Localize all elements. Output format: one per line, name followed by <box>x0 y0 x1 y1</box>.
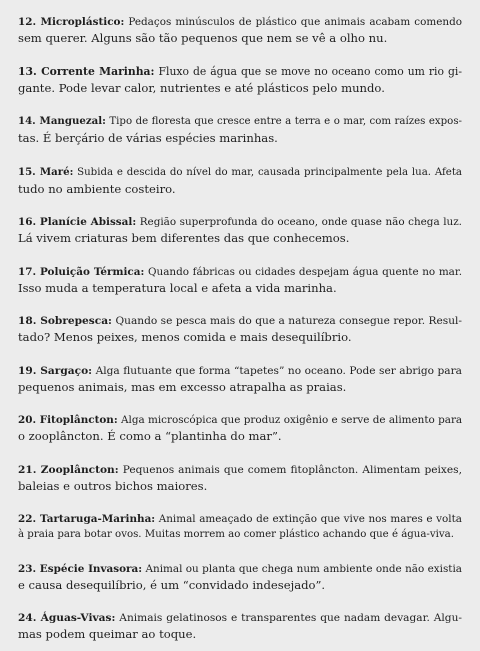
entry-definition-part-1: Fluxo de água que se move no oceano como um rio gi- <box>158 64 462 78</box>
entry-term: 12. Microplástico: <box>18 16 125 28</box>
entry-term: 13. Corrente Marinha: <box>18 64 155 78</box>
entry-line-2: tudo no ambiente costeiro. <box>18 181 176 196</box>
entry-term: 22. Tartaruga-Marinha: <box>18 513 156 525</box>
glossary-entry-aguas-vivas <box>18 610 462 642</box>
entry-line-1 <box>18 214 462 230</box>
entry-line-1 <box>18 511 462 527</box>
entry-term: 15. Maré: <box>18 165 74 178</box>
glossary-entry-microplastico <box>18 14 462 46</box>
entry-line-2: e causa desequilíbrio, é um “convidado indesejado”. <box>18 577 326 592</box>
entry-line-2: à praia para botar ovos. Muitas morrem ao comer plástico achando que é água-viva. <box>18 529 454 540</box>
entry-line-2: mas podem queimar ao toque. <box>18 627 197 641</box>
entry-term: 17. Poluição Térmica: <box>18 265 145 278</box>
entry-term: 20. Fitoplâncton: <box>18 414 118 426</box>
entry-definition-part-1: Alga flutuante que forma “tapetes” no oceano. Pode ser abrigo para <box>95 364 462 377</box>
glossary-entry-especie-invasora <box>18 561 462 593</box>
entry-line-2: Lá vivem criaturas bem diferentes das que conhecemos. <box>18 231 350 245</box>
entry-term: 18. Sobrepesca: <box>18 315 112 327</box>
entry-line-1 <box>18 264 462 280</box>
entry-term: 19. Sargaço: <box>18 364 93 377</box>
entry-line-2: Isso muda a temperatura local e afeta a vida marinha. <box>18 280 337 295</box>
entry-line-1 <box>18 14 462 30</box>
entry-term: 24. Águas-Vivas: <box>18 612 116 624</box>
glossary-entry-manguezal <box>18 113 462 146</box>
entry-line-2: o zooplâncton. É como a “plantinha do mar”. <box>18 429 282 443</box>
entry-definition-part-1: Animal ou planta que chega num ambiente onde não existia <box>145 562 462 575</box>
entry-line-2: pequenos animais, mas em excesso atrapalha as praias. <box>18 379 347 394</box>
glossary-entry-sobrepesca <box>18 313 462 345</box>
entry-definition-part-1: Quando fábricas ou cidades despejam água quente no mar. <box>147 265 462 278</box>
entry-line-1 <box>18 164 462 181</box>
entry-definition-part-1: Pedaços minúsculos de plástico que animais acabam comendo <box>128 16 462 28</box>
entry-definition-part-1: Pequenos animais que comem fitoplâncton. Alimentam peixes, <box>122 463 462 476</box>
entry-definition-part-1: Tipo de floresta que cresce entre a terra e o mar, com raízes expos- <box>109 116 462 127</box>
glossary-entry-sargaco <box>18 363 462 395</box>
entry-line-1 <box>18 561 462 577</box>
entry-definition-part-1: Região superprofunda do oceano, onde quase não chega luz. <box>139 216 462 228</box>
entry-term: 23. Espécie Invasora: <box>18 562 143 575</box>
entry-line-1 <box>18 412 462 428</box>
entry-line-1 <box>18 64 462 80</box>
entry-line-2: sem querer. Alguns são tão pequenos que nem se vê a olho nu. <box>18 31 388 45</box>
entry-line-1 <box>18 462 462 478</box>
entry-definition-part-1: Alga microscópica que produz oxigênio e serve de alimento para <box>121 414 462 426</box>
entry-definition-part-1: Quando se pesca mais do que a natureza consegue repor. Resul- <box>115 315 462 327</box>
entry-line-1 <box>18 363 462 379</box>
entry-term: 14. Manguezal: <box>18 115 106 127</box>
entry-line-2: tas. É berçário de várias espécies marinhas. <box>18 131 278 145</box>
glossary-entry-fitoplancton <box>18 412 462 444</box>
entry-line-1 <box>18 113 462 130</box>
glossary-entry-poluicao-termica <box>18 264 462 296</box>
entry-definition-part-1: Animais gelatinosos e transparentes que nadam devagar. Algu- <box>119 612 462 624</box>
entry-line-2: baleias e outros bichos maiores. <box>18 478 208 493</box>
entry-term: 21. Zooplâncton: <box>18 463 119 476</box>
entry-term: 16. Planície Abissal: <box>18 216 137 228</box>
entry-definition-part-1: Subida e descida do nível do mar, causada principalmente pela lua. Afeta <box>77 166 462 178</box>
glossary-entry-zooplancton <box>18 462 462 494</box>
glossary-entry-tartaruga-marinha <box>18 511 462 543</box>
entry-line-1 <box>18 610 462 626</box>
entry-line-1 <box>18 313 462 329</box>
entry-line-2: tado? Menos peixes, menos comida e mais desequilíbrio. <box>18 330 352 344</box>
entry-line-2: gante. Pode levar calor, nutrientes e até plásticos pelo mundo. <box>18 80 385 95</box>
glossary-entry-corrente-marinha <box>18 64 462 96</box>
glossary-entry-planicie-abissal <box>18 214 462 246</box>
glossary-entry-mare <box>18 164 462 197</box>
entry-definition-part-1: Animal ameaçado de extinção que vive nos mares e volta <box>158 513 462 525</box>
